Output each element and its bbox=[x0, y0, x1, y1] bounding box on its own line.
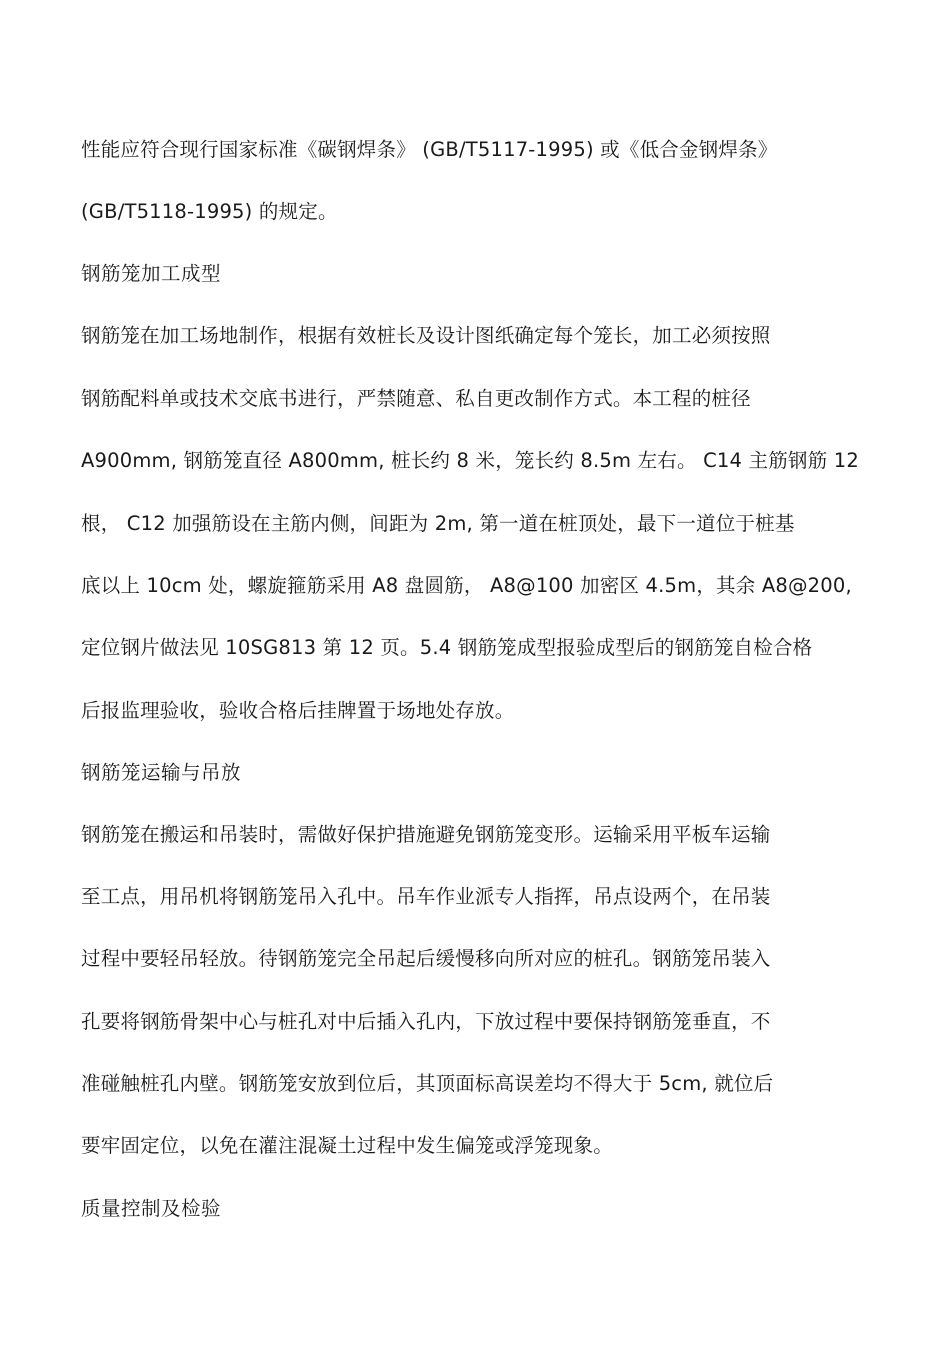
section-heading: 钢筋笼加工成型 bbox=[81, 262, 222, 285]
text-line: (GB/T5118-1995) 的规定。 bbox=[81, 200, 338, 223]
text-line: 孔要将钢筋骨架中心与桩孔对中后插入孔内，下放过程中要保持钢筋笼垂直，不 bbox=[81, 1010, 771, 1033]
text-line: 性能应符合现行国家标准《碳钢焊条》 (GB/T5117-1995) 或《低合金钢焊条》 bbox=[81, 138, 778, 161]
section-heading: 钢筋笼运输与吊放 bbox=[81, 761, 242, 784]
text-line: 定位钢片做法见 10SG813 第 12 页。5.4 钢筋笼成型报验成型后的钢筋笼自检合格 bbox=[81, 636, 813, 659]
text-line: 钢筋笼在搬运和吊装时，需做好保护措施避免钢筋笼变形。运输采用平板车运输 bbox=[81, 823, 771, 846]
text-line: 底以上 10cm 处，螺旋箍筋采用 A8 盘圆筋， A8@100 加密区 4.5m，其余 A8@200, bbox=[81, 574, 852, 597]
text-line: 后报监理验收，验收合格后挂牌置于场地处存放。 bbox=[81, 699, 515, 722]
section-heading: 质量控制及检验 bbox=[81, 1197, 222, 1220]
text-line: 准碰触桩孔内壁。钢筋笼安放到位后，其顶面标高误差均不得大于 5cm, 就位后 bbox=[81, 1072, 774, 1095]
text-line: 根， C12 加强筋设在主筋内侧，间距为 2m, 第一道在桩顶处，最下一道位于桩基 bbox=[81, 512, 795, 535]
text-line: 过程中要轻吊轻放。待钢筋笼完全吊起后缓慢移向所对应的桩孔。钢筋笼吊装入 bbox=[81, 947, 771, 970]
text-line: 至工点，用吊机将钢筋笼吊入孔中。吊车作业派专人指挥，吊点设两个，在吊装 bbox=[81, 885, 771, 908]
text-line: 钢筋配料单或技术交底书进行，严禁随意、私自更改制作方式。本工程的桩径 bbox=[81, 387, 751, 410]
text-line: 要牢固定位，以免在灌注混凝土过程中发生偏笼或浮笼现象。 bbox=[81, 1134, 613, 1157]
text-line: A900mm, 钢筋笼直径 A800mm, 桩长约 8 米，笼长约 8.5m 左右。 C14 主筋钢筋 12 bbox=[81, 449, 859, 472]
text-line: 钢筋笼在加工场地制作，根据有效桩长及设计图纸确定每个笼长，加工必须按照 bbox=[81, 324, 771, 347]
